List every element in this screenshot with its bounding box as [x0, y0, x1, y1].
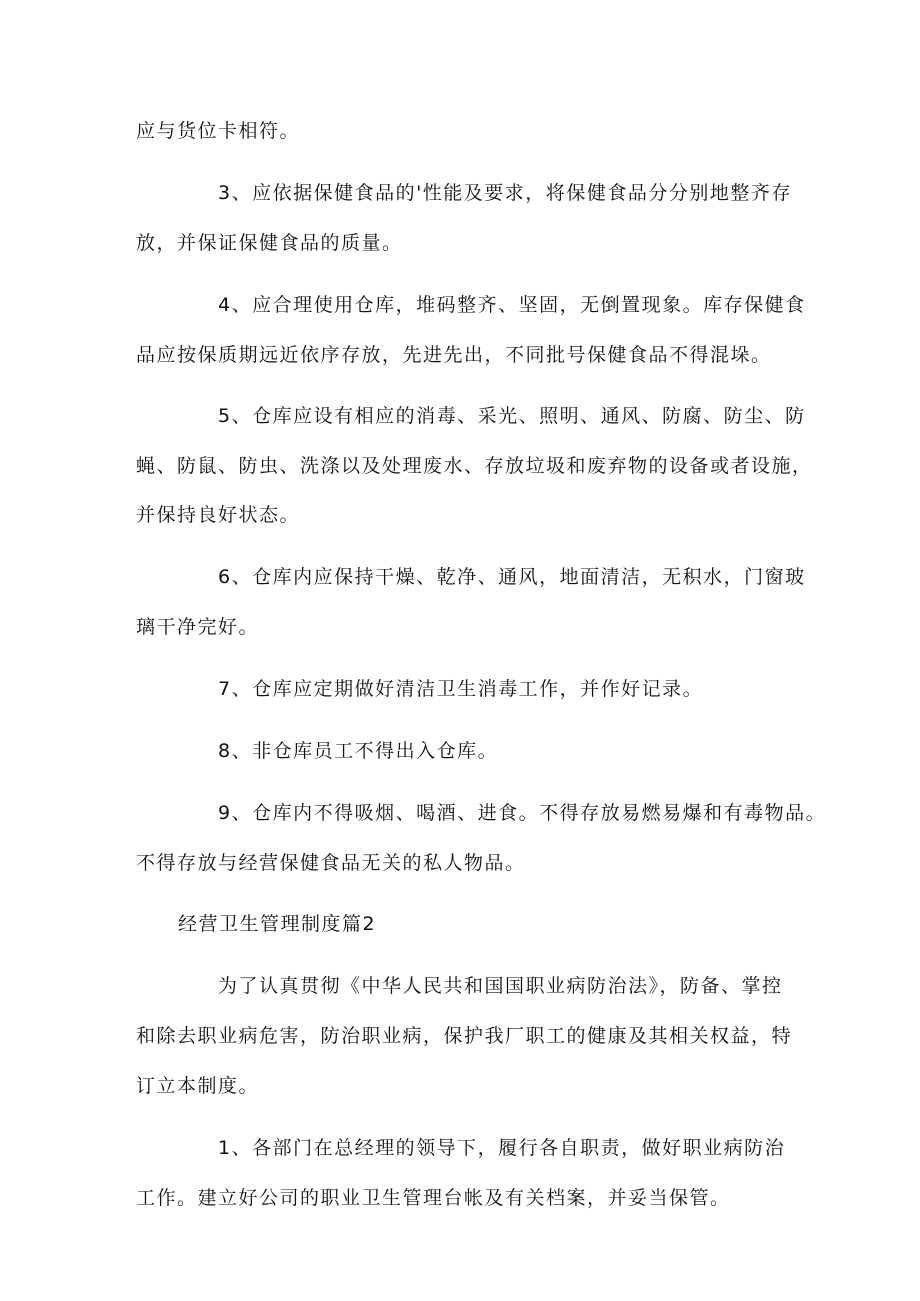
text-line: 放，并保证保健食品的质量。 [136, 232, 403, 254]
text-line: 璃干净完好。 [136, 616, 260, 638]
text-line: 8、非仓库员工不得出入仓库。 [218, 740, 499, 762]
text-line: 蝇、防鼠、防虫、洗涤以及处理废水、存放垃圾和废弃物的设备或者设施， [136, 455, 813, 477]
text-line: 3、应依据保健食品的'性能及要求，将保健食品分分别地整齐存 [218, 182, 792, 204]
text-line: 4、应合理使用仓库，堆码整齐、坚固，无倒置现象。库存保健食 [218, 294, 806, 316]
text-line: 7、仓库应定期做好清洁卫生消毒工作，并作好记录。 [218, 678, 704, 700]
text-line: 并保持良好状态。 [136, 504, 301, 526]
text-line: 工作。建立好公司的职业卫生管理台帐及有关档案，并妥当保管。 [136, 1187, 731, 1209]
text-line: 1、各部门在总经理的领导下，履行各自职责，做好职业病防治 [218, 1137, 786, 1159]
text-line: 订立本制度。 [136, 1075, 260, 1097]
text-line: 和除去职业病危害，防治职业病，保护我厂职工的健康及其相关权益，特 [136, 1025, 793, 1047]
text-line: 5、仓库应设有相应的消毒、采光、照明、通风、防腐、防尘、防 [218, 405, 806, 427]
text-line: 6、仓库内应保持干燥、乾净、通风，地面清洁，无积水，门窗玻 [218, 566, 806, 588]
text-line: 应与货位卡相符。 [136, 120, 301, 142]
text-line: 9、仓库内不得吸烟、喝酒、进食。不得存放易燃易爆和有毒物品。 [218, 802, 827, 824]
text-line: 品应按保质期远近依序存放，先进先出，不同批号保健食品不得混垛。 [136, 344, 772, 366]
section-heading: 经营卫生管理制度篇2 [178, 913, 377, 935]
text-line: 为了认真贯彻《中华人民共和国国职业病防治法》，防备、掌控 [218, 975, 783, 997]
text-line: 不得存放与经营保健食品无关的私人物品。 [136, 852, 526, 874]
